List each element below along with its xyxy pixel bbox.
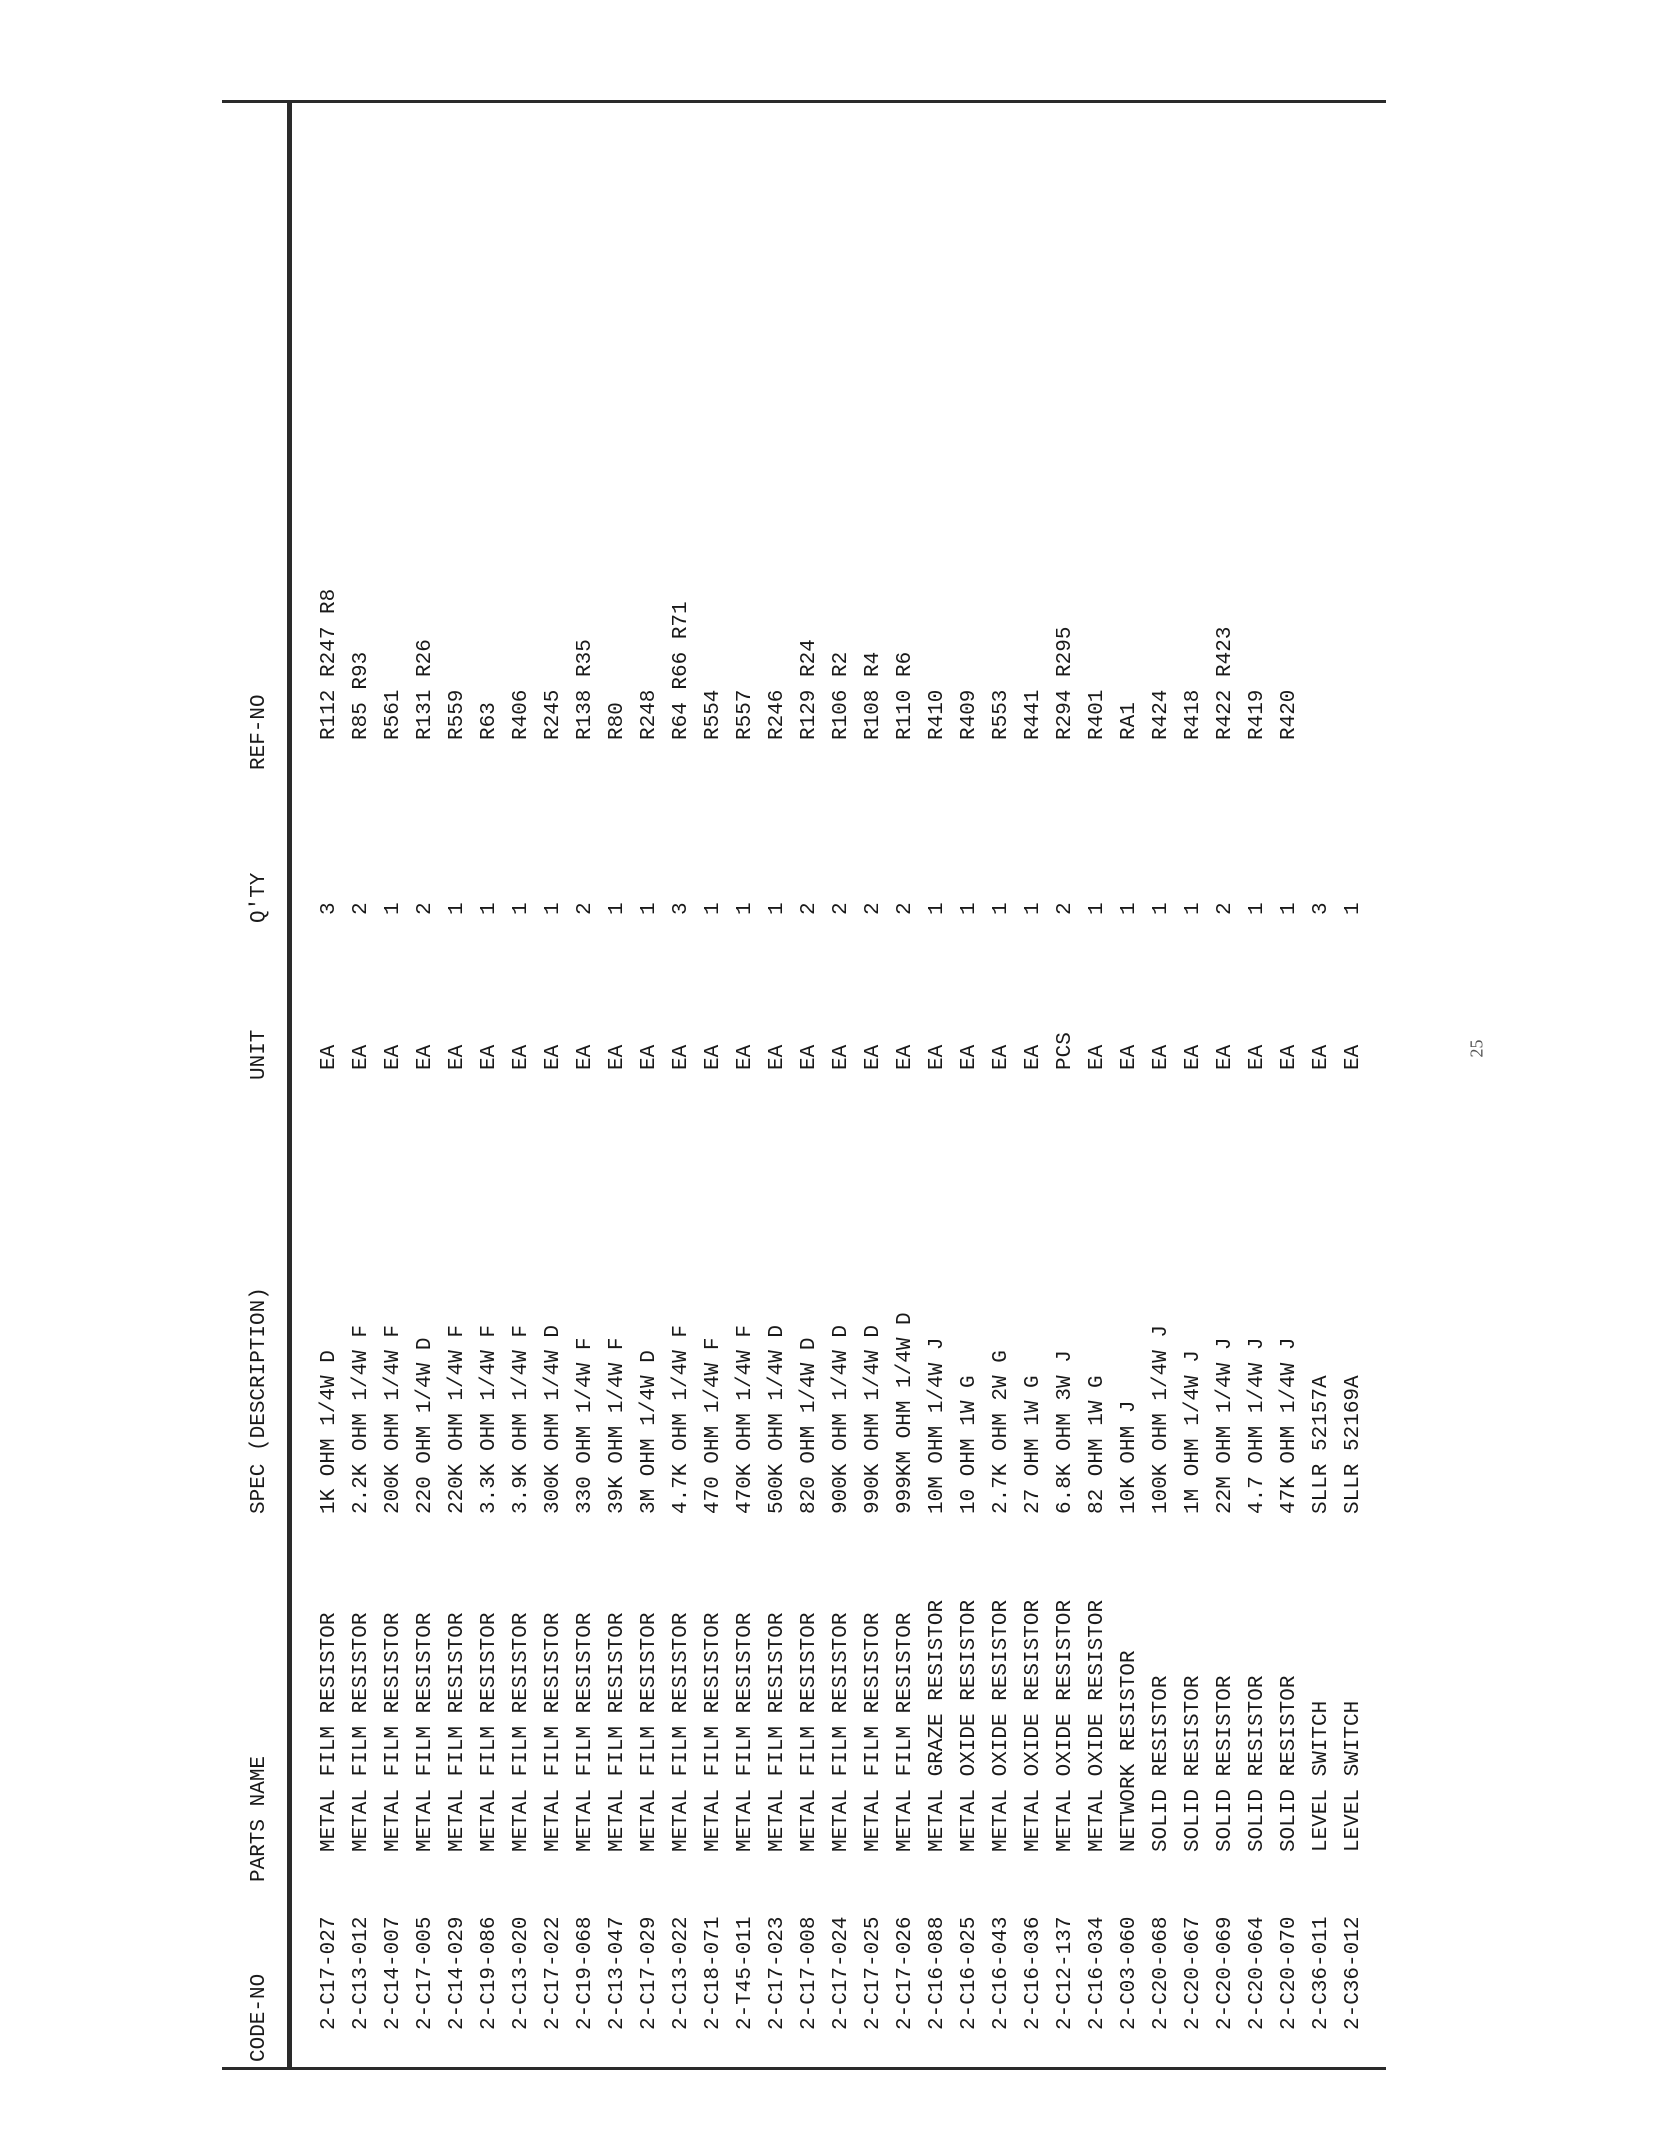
parts-name-cell: SOLID RESISTOR [1182, 1675, 1205, 1852]
unit-cell: EA [414, 1044, 437, 1070]
table-row [986, 100, 1018, 2070]
ref-no-cell: R424 [1150, 689, 1173, 740]
ref-no-cell: R401 [1086, 689, 1109, 740]
qty-cell: 2 [350, 902, 373, 915]
parts-name-cell: METAL FILM RESISTOR [350, 1612, 373, 1852]
qty-cell: 1 [958, 902, 981, 915]
qty-cell: 1 [542, 902, 565, 915]
ref-no-cell: R110 R6 [894, 651, 917, 740]
spec-cell: 10M OHM 1/4W J [926, 1337, 949, 1514]
unit-cell: PCS [1054, 1032, 1077, 1070]
qty-cell: 2 [830, 902, 853, 915]
page-number: 25 [1466, 1039, 1487, 1058]
ref-no-cell: R418 [1182, 689, 1205, 740]
spec-cell: 10 OHM 1W G [958, 1375, 981, 1514]
parts-name-cell: METAL FILM RESISTOR [606, 1612, 629, 1852]
table-row [1306, 100, 1338, 2070]
ref-no-cell: R112 R247 R8 [318, 588, 341, 740]
code-no-cell: 2-T45-011 [734, 1916, 757, 2030]
qty-cell: 1 [382, 902, 405, 915]
spec-cell: 4.7 OHM 1/4W J [1246, 1337, 1269, 1514]
code-no-cell: 2-C16-034 [1086, 1916, 1109, 2030]
code-no-cell: 2-C18-071 [702, 1916, 725, 2030]
code-no-cell: 2-C19-086 [478, 1916, 501, 2030]
parts-name-cell: SOLID RESISTOR [1278, 1675, 1301, 1852]
spec-cell: 820 OHM 1/4W D [798, 1337, 821, 1514]
parts-name-cell: METAL FILM RESISTOR [574, 1612, 597, 1852]
ref-no-cell: R410 [926, 689, 949, 740]
parts-name-cell: METAL FILM RESISTOR [446, 1612, 469, 1852]
spec-cell: 6.8K OHM 3W J [1054, 1350, 1077, 1514]
unit-cell: EA [1182, 1044, 1205, 1070]
qty-cell: 1 [1022, 902, 1045, 915]
unit-cell: EA [1246, 1044, 1269, 1070]
qty-cell: 3 [318, 902, 341, 915]
table-row [1338, 100, 1370, 2070]
ref-no-cell: R441 [1022, 689, 1045, 740]
ref-no-cell: R138 R35 [574, 639, 597, 740]
table-row [1050, 100, 1082, 2070]
table-row [378, 100, 410, 2070]
spec-cell: 1M OHM 1/4W J [1182, 1350, 1205, 1514]
parts-name-cell: METAL FILM RESISTOR [830, 1612, 853, 1852]
parts-name-cell: METAL FILM RESISTOR [734, 1612, 757, 1852]
qty-cell: 2 [862, 902, 885, 915]
table-row [538, 100, 570, 2070]
table-row [410, 100, 442, 2070]
parts-name-cell: METAL FILM RESISTOR [318, 1612, 341, 1852]
unit-cell: EA [1118, 1044, 1141, 1070]
code-no-cell: 2-C13-012 [350, 1916, 373, 2030]
spec-cell: 220 OHM 1/4W D [414, 1337, 437, 1514]
ref-no-cell: RA1 [1118, 702, 1141, 740]
parts-name-cell: METAL FILM RESISTOR [670, 1612, 693, 1852]
ref-no-cell: R106 R2 [830, 651, 853, 740]
spec-cell: 27 OHM 1W G [1022, 1375, 1045, 1514]
ref-no-cell: R554 [702, 689, 725, 740]
unit-cell: EA [1342, 1044, 1365, 1070]
spec-cell: 82 OHM 1W G [1086, 1375, 1109, 1514]
parts-name-cell: METAL OXIDE RESISTOR [1022, 1599, 1045, 1852]
qty-cell: 1 [638, 902, 661, 915]
header-qty: Q'TY [248, 872, 271, 923]
ref-no-cell: R64 R66 R71 [670, 601, 693, 740]
unit-cell: EA [510, 1044, 533, 1070]
qty-cell: 2 [414, 902, 437, 915]
table-row [794, 100, 826, 2070]
parts-name-cell: SOLID RESISTOR [1150, 1675, 1173, 1852]
unit-cell: EA [830, 1044, 853, 1070]
table-row [890, 100, 922, 2070]
unit-cell: EA [1278, 1044, 1301, 1070]
spec-cell: 3M OHM 1/4W D [638, 1350, 661, 1514]
unit-cell: EA [1150, 1044, 1173, 1070]
unit-cell: EA [446, 1044, 469, 1070]
qty-cell: 1 [1086, 902, 1109, 915]
code-no-cell: 2-C20-070 [1278, 1916, 1301, 2030]
qty-cell: 2 [574, 902, 597, 915]
code-no-cell: 2-C17-026 [894, 1916, 917, 2030]
code-no-cell: 2-C14-007 [382, 1916, 405, 2030]
code-no-cell: 2-C16-088 [926, 1916, 949, 2030]
qty-cell: 1 [734, 902, 757, 915]
parts-name-cell: METAL FILM RESISTOR [894, 1612, 917, 1852]
code-no-cell: 2-C17-024 [830, 1916, 853, 2030]
spec-cell: 100K OHM 1/4W J [1150, 1324, 1173, 1514]
spec-cell: 3.3K OHM 1/4W F [478, 1324, 501, 1514]
unit-cell: EA [382, 1044, 405, 1070]
parts-name-cell: METAL OXIDE RESISTOR [990, 1599, 1013, 1852]
parts-name-cell: METAL FILM RESISTOR [766, 1612, 789, 1852]
spec-cell: 3.9K OHM 1/4W F [510, 1324, 533, 1514]
table-row [1210, 100, 1242, 2070]
ref-no-cell: R248 [638, 689, 661, 740]
code-no-cell: 2-C16-025 [958, 1916, 981, 2030]
ref-no-cell: R561 [382, 689, 405, 740]
qty-cell: 1 [1342, 902, 1365, 915]
parts-name-cell: NETWORK RESISTOR [1118, 1650, 1141, 1852]
code-no-cell: 2-C16-043 [990, 1916, 1013, 2030]
ref-no-cell: R131 R26 [414, 639, 437, 740]
table-row [922, 100, 954, 2070]
unit-cell: EA [894, 1044, 917, 1070]
spec-cell: 47K OHM 1/4W J [1278, 1337, 1301, 1514]
unit-cell: EA [1310, 1044, 1333, 1070]
code-no-cell: 2-C19-068 [574, 1916, 597, 2030]
qty-cell: 1 [702, 902, 725, 915]
header-parts-name: PARTS NAME [248, 1755, 271, 1882]
code-no-cell: 2-C20-067 [1182, 1916, 1205, 2030]
code-no-cell: 2-C36-011 [1310, 1916, 1333, 2030]
ref-no-cell: R420 [1278, 689, 1301, 740]
header-unit: UNIT [248, 1029, 271, 1080]
table-row [1178, 100, 1210, 2070]
table-row [474, 100, 506, 2070]
table-row [634, 100, 666, 2070]
code-no-cell: 2-C13-020 [510, 1916, 533, 2030]
unit-cell: EA [990, 1044, 1013, 1070]
ref-no-cell: R559 [446, 689, 469, 740]
table-row [826, 100, 858, 2070]
ref-no-cell: R422 R423 [1214, 626, 1237, 740]
spec-cell: 22M OHM 1/4W J [1214, 1337, 1237, 1514]
spec-cell: 470 OHM 1/4W F [702, 1337, 725, 1514]
parts-name-cell: SOLID RESISTOR [1214, 1675, 1237, 1852]
table-row [730, 100, 762, 2070]
code-no-cell: 2-C12-137 [1054, 1916, 1077, 2030]
spec-cell: 2.7K OHM 2W G [990, 1350, 1013, 1514]
ref-no-cell: R419 [1246, 689, 1269, 740]
spec-cell: 999KM OHM 1/4W D [894, 1312, 917, 1514]
ref-no-cell: R406 [510, 689, 533, 740]
code-no-cell: 2-C20-069 [1214, 1916, 1237, 2030]
parts-name-cell: LEVEL SWITCH [1342, 1700, 1365, 1852]
header-code-no: CODE-NO [248, 1973, 271, 2062]
qty-cell: 1 [510, 902, 533, 915]
code-no-cell: 2-C16-036 [1022, 1916, 1045, 2030]
unit-cell: EA [958, 1044, 981, 1070]
table-row [1146, 100, 1178, 2070]
parts-name-cell: METAL OXIDE RESISTOR [958, 1599, 981, 1852]
code-no-cell: 2-C17-029 [638, 1916, 661, 2030]
table-row [602, 100, 634, 2070]
header-rule [287, 100, 292, 2070]
ref-no-cell: R245 [542, 689, 565, 740]
unit-cell: EA [1022, 1044, 1045, 1070]
table-row [762, 100, 794, 2070]
header-spec: SPEC (DESCRIPTION) [248, 1287, 271, 1514]
code-no-cell: 2-C14-029 [446, 1916, 469, 2030]
unit-cell: EA [1086, 1044, 1109, 1070]
parts-name-cell: METAL FILM RESISTOR [638, 1612, 661, 1852]
table-row [314, 100, 346, 2070]
spec-cell: 470K OHM 1/4W F [734, 1324, 757, 1514]
ref-no-cell: R557 [734, 689, 757, 740]
qty-cell: 2 [798, 902, 821, 915]
code-no-cell: 2-C17-023 [766, 1916, 789, 2030]
spec-cell: 2.2K OHM 1/4W F [350, 1324, 373, 1514]
unit-cell: EA [542, 1044, 565, 1070]
code-no-cell: 2-C13-022 [670, 1916, 693, 2030]
ref-no-cell: R409 [958, 689, 981, 740]
table-row [858, 100, 890, 2070]
unit-cell: EA [702, 1044, 725, 1070]
code-no-cell: 2-C17-027 [318, 1916, 341, 2030]
unit-cell: EA [638, 1044, 661, 1070]
spec-cell: 990K OHM 1/4W D [862, 1324, 885, 1514]
ref-no-cell: R80 [606, 702, 629, 740]
table-row [570, 100, 602, 2070]
qty-cell: 3 [1310, 902, 1333, 915]
code-no-cell: 2-C13-047 [606, 1916, 629, 2030]
parts-name-cell: METAL FILM RESISTOR [382, 1612, 405, 1852]
parts-name-cell: SOLID RESISTOR [1246, 1675, 1269, 1852]
parts-name-cell: METAL FILM RESISTOR [510, 1612, 533, 1852]
parts-table-body [314, 100, 1370, 2070]
qty-cell: 1 [1278, 902, 1301, 915]
parts-name-cell: METAL FILM RESISTOR [798, 1612, 821, 1852]
unit-cell: EA [798, 1044, 821, 1070]
spec-cell: 300K OHM 1/4W D [542, 1324, 565, 1514]
spec-cell: 900K OHM 1/4W D [830, 1324, 853, 1514]
table-row [954, 100, 986, 2070]
code-no-cell: 2-C17-022 [542, 1916, 565, 2030]
qty-cell: 2 [1054, 902, 1077, 915]
unit-cell: EA [926, 1044, 949, 1070]
unit-cell: EA [766, 1044, 789, 1070]
qty-cell: 1 [926, 902, 949, 915]
ref-no-cell: R129 R24 [798, 639, 821, 740]
unit-cell: EA [574, 1044, 597, 1070]
code-no-cell: 2-C17-025 [862, 1916, 885, 2030]
header-ref-no: REF-NO [248, 694, 271, 770]
table-row [666, 100, 698, 2070]
code-no-cell: 2-C20-068 [1150, 1916, 1173, 2030]
ref-no-cell: R63 [478, 702, 501, 740]
spec-cell: 220K OHM 1/4W F [446, 1324, 469, 1514]
qty-cell: 1 [1182, 902, 1205, 915]
code-no-cell: 2-C17-008 [798, 1916, 821, 2030]
spec-cell: SLLR 52157A [1310, 1375, 1333, 1514]
table-row [1114, 100, 1146, 2070]
parts-name-cell: METAL FILM RESISTOR [542, 1612, 565, 1852]
code-no-cell: 2-C17-005 [414, 1916, 437, 2030]
qty-cell: 1 [1118, 902, 1141, 915]
spec-cell: 39K OHM 1/4W F [606, 1337, 629, 1514]
parts-list-sheet [222, 100, 1386, 2070]
table-row [1018, 100, 1050, 2070]
qty-cell: 1 [606, 902, 629, 915]
unit-cell: EA [350, 1044, 373, 1070]
spec-cell: 500K OHM 1/4W D [766, 1324, 789, 1514]
unit-cell: EA [478, 1044, 501, 1070]
unit-cell: EA [318, 1044, 341, 1070]
qty-cell: 3 [670, 902, 693, 915]
parts-name-cell: LEVEL SWITCH [1310, 1700, 1333, 1852]
parts-name-cell: METAL OXIDE RESISTOR [1086, 1599, 1109, 1852]
table-row [506, 100, 538, 2070]
code-no-cell: 2-C36-012 [1342, 1916, 1365, 2030]
qty-cell: 2 [894, 902, 917, 915]
table-row [1242, 100, 1274, 2070]
ref-no-cell: R553 [990, 689, 1013, 740]
spec-cell: 10K OHM J [1118, 1400, 1141, 1514]
spec-cell: SLLR 52169A [1342, 1375, 1365, 1514]
qty-cell: 1 [446, 902, 469, 915]
spec-cell: 4.7K OHM 1/4W F [670, 1324, 693, 1514]
unit-cell: EA [606, 1044, 629, 1070]
ref-no-cell: R108 R4 [862, 651, 885, 740]
unit-cell: EA [1214, 1044, 1237, 1070]
qty-cell: 2 [1214, 902, 1237, 915]
table-row [1082, 100, 1114, 2070]
parts-name-cell: METAL FILM RESISTOR [478, 1612, 501, 1852]
table-row [698, 100, 730, 2070]
unit-cell: EA [862, 1044, 885, 1070]
spec-cell: 200K OHM 1/4W F [382, 1324, 405, 1514]
unit-cell: EA [734, 1044, 757, 1070]
code-no-cell: 2-C20-064 [1246, 1916, 1269, 2030]
ref-no-cell: R85 R93 [350, 651, 373, 740]
table-row [1274, 100, 1306, 2070]
parts-name-cell: METAL FILM RESISTOR [702, 1612, 725, 1852]
parts-name-cell: METAL FILM RESISTOR [862, 1612, 885, 1852]
qty-cell: 1 [1150, 902, 1173, 915]
qty-cell: 1 [478, 902, 501, 915]
code-no-cell: 2-C03-060 [1118, 1916, 1141, 2030]
ref-no-cell: R246 [766, 689, 789, 740]
table-row [346, 100, 378, 2070]
parts-name-cell: METAL FILM RESISTOR [414, 1612, 437, 1852]
qty-cell: 1 [766, 902, 789, 915]
parts-name-cell: METAL GRAZE RESISTOR [926, 1599, 949, 1852]
spec-cell: 330 OHM 1/4W F [574, 1337, 597, 1514]
qty-cell: 1 [1246, 902, 1269, 915]
parts-name-cell: METAL OXIDE RESISTOR [1054, 1599, 1077, 1852]
ref-no-cell: R294 R295 [1054, 626, 1077, 740]
unit-cell: EA [670, 1044, 693, 1070]
spec-cell: 1K OHM 1/4W D [318, 1350, 341, 1514]
qty-cell: 1 [990, 902, 1013, 915]
table-row [442, 100, 474, 2070]
